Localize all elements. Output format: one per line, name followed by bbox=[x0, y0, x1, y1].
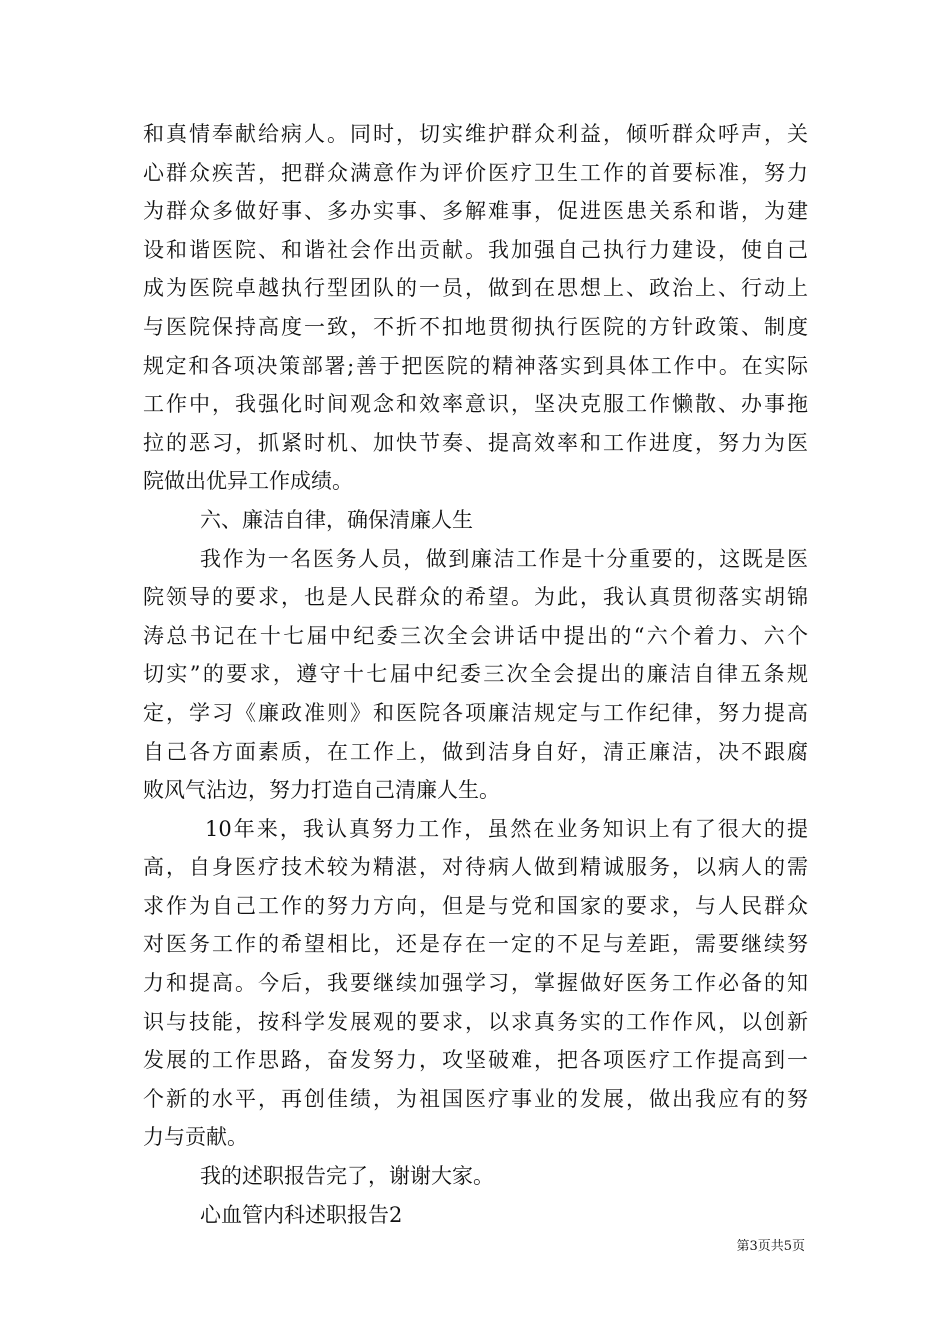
body-line: 对医务工作的希望相比，还是存在一定的不足与差距，需要继续努 bbox=[143, 932, 808, 957]
body-line: 规定和各项决策部署;善于把医院的精神落实到具体工作中。在实际 bbox=[143, 353, 808, 378]
body-line: 与医院保持高度一致，不折不扣地贯彻执行医院的方针政策、制度 bbox=[143, 314, 808, 339]
body-line: 涛总书记在十七届中纪委三次全会讲话中提出的“六个着力、六个 bbox=[143, 623, 808, 648]
body-line: 定，学习《廉政准则》和医院各项廉洁规定与工作纪律，努力提高 bbox=[143, 700, 808, 725]
body-line: 和真情奉献给病人。同时，切实维护群众利益，倾听群众呼声，关 bbox=[143, 122, 808, 146]
body-line: 识与技能，按科学发展观的要求，以求真务实的工作作风，以创新 bbox=[143, 1009, 808, 1034]
body-line: 力与贡献。 bbox=[143, 1125, 248, 1150]
body-line: 10年来，我认真努力工作，虽然在业务知识上有了很大的提 bbox=[205, 816, 808, 841]
body-line: 高，自身医疗技术较为精湛，对待病人做到精诚服务，以病人的需 bbox=[143, 855, 808, 880]
body-line: 院领导的要求，也是人民群众的希望。为此，我认真贯彻落实胡锦 bbox=[143, 585, 808, 610]
body-line: 院做出优异工作成绩。 bbox=[143, 469, 353, 494]
document-body bbox=[143, 115, 808, 1234]
body-line: 心群众疾苦，把群众满意作为评价医疗卫生工作的首要标准，努力 bbox=[143, 160, 808, 185]
body-line: 力和提高。今后，我要继续加强学习，掌握做好医务工作必备的知 bbox=[143, 971, 808, 996]
body-line: 个新的水平，再创佳绩，为祖国医疗事业的发展，做出我应有的努 bbox=[143, 1086, 808, 1111]
body-line: 我作为一名医务人员，做到廉洁工作是十分重要的，这既是医 bbox=[200, 546, 808, 571]
body-line: 自己各方面素质，在工作上，做到洁身自好，清正廉洁，决不跟腐 bbox=[143, 739, 808, 764]
body-line: 发展的工作思路，奋发努力，攻坚破难，把各项医疗工作提高到一 bbox=[143, 1048, 808, 1073]
body-line: 我的述职报告完了，谢谢大家。 bbox=[200, 1164, 494, 1189]
body-line: 成为医院卓越执行型团队的一员，做到在思想上、政治上、行动上 bbox=[143, 276, 808, 301]
page-number: 第3页共5页 bbox=[736, 1239, 805, 1254]
body-line: 求作为自己工作的努力方向，但是与党和国家的要求，与人民群众 bbox=[143, 893, 808, 918]
body-line: 拉的恶习，抓紧时机、加快节奏、提高效率和工作进度，努力为医 bbox=[143, 430, 808, 455]
body-line: 切实”的要求，遵守十七届中纪委三次全会提出的廉洁自律五条规 bbox=[143, 662, 808, 687]
body-line: 设和谐医院、和谐社会作出贡献。我加强自己执行力建设，使自己 bbox=[143, 237, 808, 262]
body-line: 败风气沾边，努力打造自己清廉人生。 bbox=[143, 778, 500, 803]
section-heading: 六、廉洁自律，确保清廉人生 bbox=[200, 507, 473, 532]
body-line: 为群众多做好事、多办实事、多解难事，促进医患关系和谐，为建 bbox=[143, 199, 808, 224]
section-heading: 心血管内科述职报告2 bbox=[200, 1202, 403, 1227]
body-line: 工作中，我强化时间观念和效率意识，坚决克服工作懒散、办事拖 bbox=[143, 392, 808, 417]
